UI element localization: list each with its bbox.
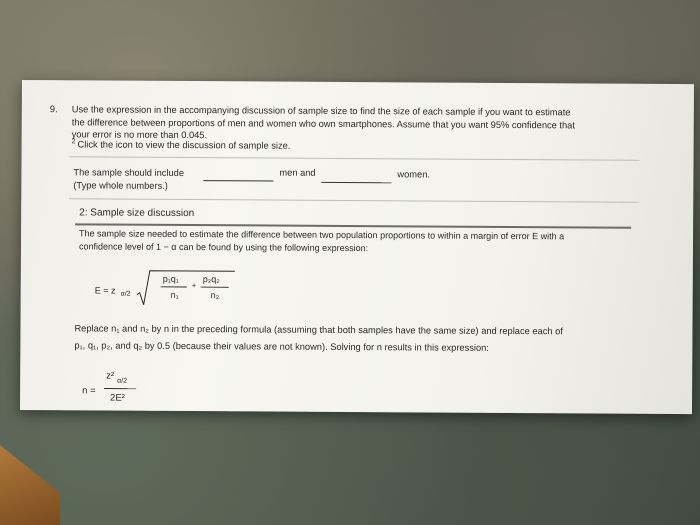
formula2-denominator: 2E² bbox=[110, 392, 125, 404]
formula2-numerator-subscript: α/2 bbox=[117, 377, 128, 385]
discussion-line: confidence level of 1 − α can be found by using the following expression: bbox=[78, 240, 369, 253]
fraction2-denominator: n₂ bbox=[210, 290, 220, 301]
question-number: 9. bbox=[49, 104, 58, 116]
formula-lhs-subscript: α/2 bbox=[120, 290, 131, 298]
formula-lhs: E = z bbox=[94, 285, 116, 296]
sample-label: The sample should include bbox=[73, 167, 185, 178]
discussion-text bbox=[79, 227, 639, 255]
divider bbox=[70, 156, 640, 160]
question-line: Use the expression in the accompanying discussion of sample size to find the size of each sample if you want to estimate bbox=[71, 104, 571, 118]
margin-of-error-formula bbox=[95, 268, 245, 309]
replace-line: p₁, q₁, p₂, and q₂ by 0.5 (because their values are not known). Solving for n results in this expression: bbox=[74, 340, 489, 353]
question-line: the difference between proportions of men and women who own smartphones. Assume that you want 95% confidence that bbox=[71, 116, 575, 130]
printed-worksheet bbox=[20, 80, 694, 414]
footnote-marker-icon[interactable]: 2 bbox=[71, 138, 76, 146]
discussion-link[interactable] bbox=[72, 138, 291, 150]
type-note: (Type whole numbers.) bbox=[73, 180, 168, 191]
discussion-link-text[interactable]: Click the icon to view the discussion of sample size. bbox=[77, 139, 291, 151]
discussion-line: The sample size needed to estimate the difference between two population proportions to within a margin of error E with a bbox=[79, 228, 565, 242]
replace-line: Replace n₁ and n₂ by n in the preceding formula (assuming that both samples have the same size) and replace each of bbox=[74, 323, 563, 337]
formula2-numerator: z² bbox=[106, 370, 115, 382]
wooden-floor-corner bbox=[0, 445, 60, 525]
discussion-title: 2: Sample size discussion bbox=[79, 207, 195, 220]
formula2-lhs: n = bbox=[82, 385, 96, 397]
men-answer-blank[interactable] bbox=[203, 180, 273, 181]
replace-text bbox=[74, 320, 664, 358]
women-answer-blank[interactable] bbox=[321, 182, 391, 183]
fraction1-numerator: p₁q₁ bbox=[162, 273, 179, 284]
fraction2-numerator: p₂q₂ bbox=[202, 274, 220, 285]
square-root-symbol bbox=[137, 269, 237, 310]
divider bbox=[69, 198, 639, 202]
fraction1-denominator: n₁ bbox=[170, 289, 179, 300]
sample-size-formula bbox=[82, 368, 162, 408]
plus-sign: + bbox=[191, 281, 197, 291]
men-label: men and bbox=[279, 167, 316, 178]
question-line: your error is no more than 0.045. bbox=[71, 129, 208, 141]
women-label: women. bbox=[397, 169, 431, 180]
